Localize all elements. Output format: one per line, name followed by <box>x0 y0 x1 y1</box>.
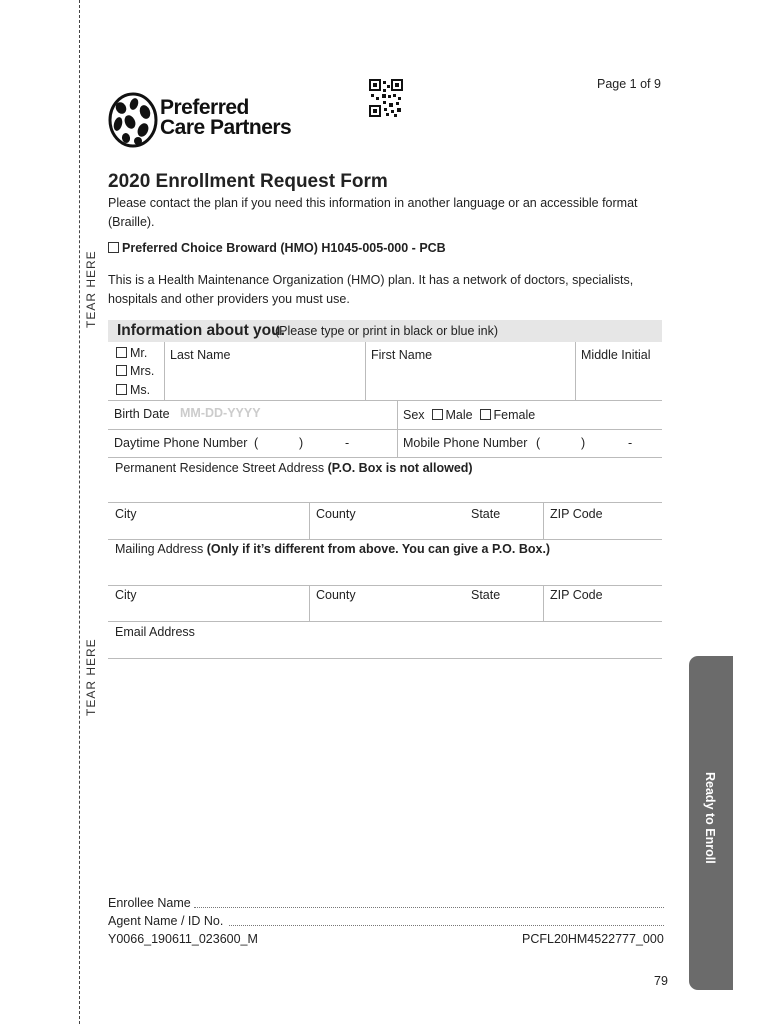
plan-description: This is a Health Maintenance Organization (HMO) plan. It has a network of doctors, specialists, hospitals and other providers you must use. <box>108 273 634 306</box>
tear-here-label: TEAR HERE <box>84 250 98 328</box>
female-checkbox[interactable] <box>480 409 491 420</box>
footer-code-right: PCFL20HM4522777_000 <box>522 932 664 946</box>
agent-line[interactable] <box>229 925 664 926</box>
mobile-phone-label: Mobile Phone Number <box>403 436 528 450</box>
title-ms: Ms. <box>116 383 150 397</box>
mailing-state-label: State <box>471 588 501 602</box>
page-indicator: Page 1 of 9 <box>597 77 661 91</box>
title-mr: Mr. <box>116 346 147 360</box>
birth-date-input[interactable]: MM-DD-YYYY <box>180 406 261 420</box>
footer-code-left: Y0066_190611_023600_M <box>108 932 258 946</box>
section-heading: Information about you. <box>117 322 285 339</box>
daytime-phone-dash: - <box>345 436 350 450</box>
ready-to-enroll-tab <box>689 656 733 990</box>
ms-checkbox[interactable] <box>116 384 127 395</box>
form-title: 2020 Enrollment Request Form <box>108 171 388 192</box>
county-label: County <box>316 507 356 521</box>
city-label: City <box>115 507 137 521</box>
middle-initial-label: Middle Initial <box>581 348 651 362</box>
mobile-phone-paren-open: ( <box>536 436 541 450</box>
enrollee-name-label: Enrollee Name <box>108 896 191 910</box>
mr-checkbox[interactable] <box>116 347 127 358</box>
logo <box>108 92 313 148</box>
state-label: State <box>471 507 501 521</box>
zip-label: ZIP Code <box>550 507 603 521</box>
perm-address-label: Permanent Residence Street Address (P.O. Box is not allowed) <box>115 461 473 475</box>
qr-code <box>369 79 403 117</box>
logo-wordmark: Preferred Care Partners <box>160 96 292 139</box>
agent-label: Agent Name / ID No. <box>108 914 224 928</box>
section-header <box>108 320 662 342</box>
section-subheading: (Please type or print in black or blue ink) <box>275 324 499 338</box>
daytime-phone-paren-open: ( <box>254 436 259 450</box>
mobile-phone-dash: - <box>628 436 633 450</box>
globe-logo-icon <box>108 92 158 148</box>
mailing-address-label: Mailing Address (Only if it’s different from above. You can give a P.O. Box.) <box>115 542 551 556</box>
last-name-label: Last Name <box>170 348 231 362</box>
email-label: Email Address <box>115 625 195 639</box>
plan-option: Preferred Choice Broward (HMO) H1045-005-000 - PCB <box>108 241 446 255</box>
mailing-county-label: County <box>316 588 356 602</box>
plan-checkbox[interactable] <box>108 242 119 253</box>
mrs-checkbox[interactable] <box>116 365 127 376</box>
daytime-phone-paren-close: ) <box>299 436 304 450</box>
ready-to-enroll-label: Ready to Enroll <box>703 772 717 864</box>
first-name-label: First Name <box>371 348 433 362</box>
tear-line <box>79 0 80 1024</box>
title-mrs: Mrs. <box>116 364 154 378</box>
form-intro: Please contact the plan if you need this information in another language or an accessible format (Braille). <box>108 196 638 229</box>
tear-here-label: TEAR HERE <box>84 638 98 716</box>
enrollee-name-line[interactable] <box>194 907 664 908</box>
mailing-city-label: City <box>115 588 137 602</box>
daytime-phone-label: Daytime Phone Number <box>114 436 248 450</box>
mobile-phone-paren-close: ) <box>581 436 586 450</box>
page-number: 79 <box>654 974 668 988</box>
sex-field: Sex Male Female <box>403 408 536 422</box>
male-checkbox[interactable] <box>432 409 443 420</box>
mailing-zip-label: ZIP Code <box>550 588 603 602</box>
birth-date-label: Birth Date <box>114 407 170 421</box>
